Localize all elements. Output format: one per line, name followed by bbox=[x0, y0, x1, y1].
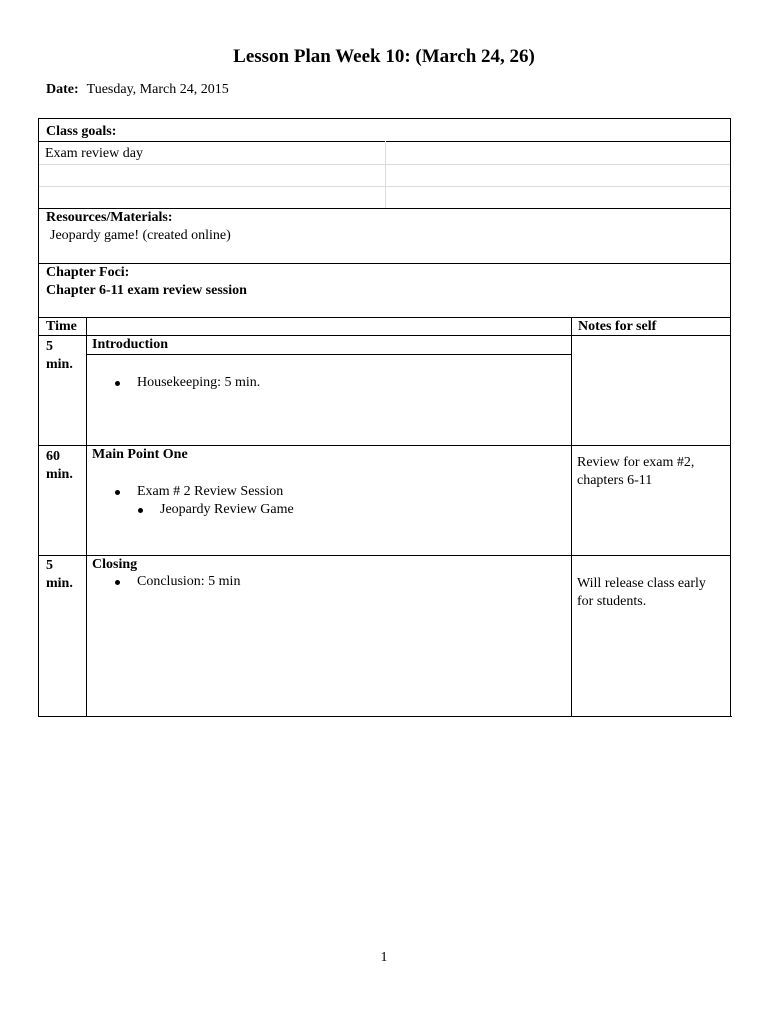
notes-column-rule bbox=[571, 317, 572, 716]
table-border-left bbox=[38, 118, 39, 716]
list-item: Conclusion: 5 min bbox=[113, 573, 240, 591]
intro-title-rule bbox=[86, 354, 571, 355]
section-time-value: 5 bbox=[46, 558, 53, 573]
list-item: Housekeeping: 5 min. bbox=[113, 374, 260, 392]
table-border-right bbox=[730, 118, 731, 716]
table-border-top bbox=[38, 118, 731, 119]
time-column-rule bbox=[86, 317, 87, 716]
page-title: Lesson Plan Week 10: (March 24, 26) bbox=[233, 46, 535, 67]
section-time-unit: min. bbox=[46, 576, 73, 591]
goals-row: Exam review day bbox=[45, 146, 143, 161]
section-bullets bbox=[113, 483, 283, 501]
date-label: Date: bbox=[46, 82, 79, 97]
table-border-bottom bbox=[38, 716, 732, 717]
section-time bbox=[46, 448, 73, 484]
list-item: Jeopardy Review Game bbox=[136, 501, 294, 519]
section-time bbox=[46, 557, 73, 593]
list-item: Exam # 2 Review Session bbox=[113, 483, 283, 501]
section-time-unit: min. bbox=[46, 467, 73, 482]
section-time-value: 60 bbox=[46, 449, 60, 464]
resources-text: Jeopardy game! (created online) bbox=[50, 228, 231, 243]
section-bullets bbox=[113, 374, 260, 392]
chapter-heading: Chapter Foci: bbox=[46, 265, 130, 280]
section-time-unit: min. bbox=[46, 357, 73, 372]
resources-heading: Resources/Materials: bbox=[46, 210, 173, 225]
goals-heading: Class goals: bbox=[46, 124, 117, 139]
date-value: Tuesday, March 24, 2015 bbox=[86, 82, 229, 97]
chapter-rule bbox=[38, 263, 731, 264]
section-title: Introduction bbox=[92, 337, 168, 352]
time-header: Time bbox=[46, 319, 77, 334]
section-time-value: 5 bbox=[46, 339, 53, 354]
section-rule bbox=[38, 555, 731, 556]
date-line bbox=[46, 82, 229, 98]
section-time bbox=[46, 338, 73, 374]
goals-column-rule bbox=[385, 141, 386, 208]
section-notes: Will release class early for students. bbox=[577, 576, 706, 609]
section-title: Main Point One bbox=[92, 447, 188, 462]
section-sub-bullets bbox=[136, 501, 294, 519]
page-number: 1 bbox=[380, 950, 388, 965]
section-title: Closing bbox=[92, 557, 138, 572]
section-notes: Review for exam #2, chapters 6-11 bbox=[577, 455, 695, 488]
notes-header: Notes for self bbox=[578, 319, 657, 334]
chapter-text: Chapter 6-11 exam review session bbox=[46, 283, 247, 298]
section-bullets bbox=[113, 573, 240, 591]
